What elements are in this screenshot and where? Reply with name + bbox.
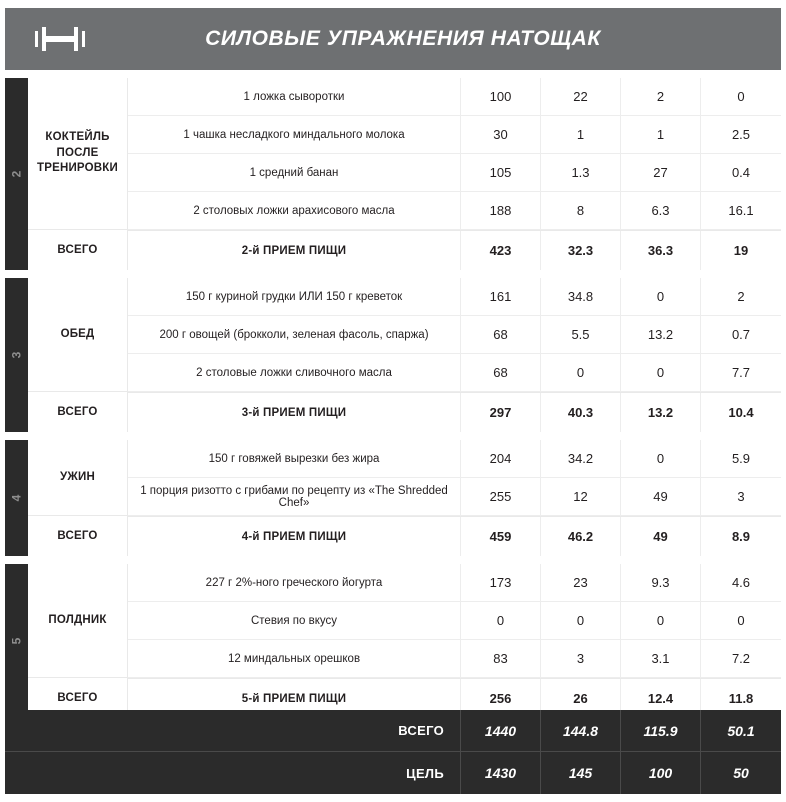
protein-cell: 22 [541, 78, 621, 115]
totals-footer [5, 710, 781, 794]
dumbbell-icon [5, 8, 115, 70]
meal-block-index-label: 4 [9, 494, 24, 502]
meal-name-column [28, 278, 128, 432]
calories-cell: 204 [461, 440, 541, 477]
protein-cell: 5.5 [541, 316, 621, 353]
meal-blocks [5, 78, 781, 726]
meal-rows [128, 564, 781, 718]
page-title: СИЛОВЫЕ УПРАЖНЕНИЯ НАТОЩАК [205, 27, 601, 50]
food-description: 2 столовых ложки арахисового масла [128, 192, 461, 229]
total-fat-cell: 11.8 [728, 691, 754, 706]
footer-fat-cell: 50.1 [727, 722, 755, 739]
carbs-cell: 3.1 [621, 640, 701, 677]
meal-total-row [128, 392, 781, 432]
total-calories-cell: 459 [461, 517, 541, 556]
calories-cell: 68 [461, 354, 541, 391]
carbs-cell: 49 [621, 478, 701, 515]
footer-carbs-cell: 115.9 [621, 710, 701, 751]
carbs-cell: 2 [621, 78, 701, 115]
table-row [128, 78, 781, 116]
fat-cell: 7.2 [731, 651, 751, 666]
total-fat-cell: 8.9 [731, 529, 751, 544]
fat-cell: 7.7 [731, 365, 751, 380]
food-description: 2 столовые ложки сливочного масла [128, 354, 461, 391]
meal-total-label: ВСЕГО [28, 515, 127, 556]
calories-cell: 68 [461, 316, 541, 353]
fat-cell: 5.9 [731, 451, 751, 466]
carbs-cell: 6.3 [621, 192, 701, 229]
footer-row-label: ЦЕЛЬ [5, 752, 461, 794]
fat-cell: 0.7 [731, 327, 751, 342]
total-fat-cell: 19 [733, 243, 749, 258]
meal-name-column [28, 564, 128, 718]
carbs-cell: 0 [621, 602, 701, 639]
total-protein-cell: 26 [541, 679, 621, 718]
total-protein-cell: 40.3 [541, 393, 621, 432]
protein-cell: 34.8 [541, 278, 621, 315]
meal-block-body [28, 440, 781, 556]
carbs-cell: 13.2 [621, 316, 701, 353]
table-row [128, 564, 781, 602]
meal-block [5, 564, 781, 718]
calories-cell: 83 [461, 640, 541, 677]
meal-name-label: УЖИН [60, 470, 95, 483]
meal-name-label: ОБЕД [60, 327, 95, 340]
total-carbs-cell: 13.2 [621, 393, 701, 432]
protein-cell: 23 [541, 564, 621, 601]
food-description: 12 миндальных орешков [128, 640, 461, 677]
table-row [128, 116, 781, 154]
food-description: 1 чашка несладкого миндального молока [128, 116, 461, 153]
meal-total-label: ВСЕГО [28, 229, 127, 270]
food-description: 1 средний банан [128, 154, 461, 191]
meal-total-description: 2-й ПРИЕМ ПИЩИ [128, 231, 461, 270]
carbs-cell: 27 [621, 154, 701, 191]
meal-block-body [28, 78, 781, 270]
total-carbs-cell: 36.3 [621, 231, 701, 270]
carbs-cell: 0 [621, 354, 701, 391]
meal-total-row [128, 230, 781, 270]
food-description: 1 порция ризотто с грибами по рецепту из «The Shredded Chef» [128, 478, 461, 515]
meal-block-index [5, 278, 28, 432]
calories-cell: 161 [461, 278, 541, 315]
footer-row-label: ВСЕГО [5, 710, 461, 751]
food-description: 1 ложка сыворотки [128, 78, 461, 115]
fat-cell: 0 [737, 613, 745, 628]
meal-block [5, 278, 781, 432]
fat-cell: 16.1 [728, 203, 754, 218]
table-row [128, 316, 781, 354]
protein-cell: 0 [541, 602, 621, 639]
calories-cell: 255 [461, 478, 541, 515]
protein-cell: 34.2 [541, 440, 621, 477]
footer-protein-cell: 145 [541, 752, 621, 794]
meal-total-row [128, 516, 781, 556]
carbs-cell: 9.3 [621, 564, 701, 601]
table-row [128, 154, 781, 192]
total-carbs-cell: 49 [621, 517, 701, 556]
meal-rows [128, 278, 781, 432]
table-row [128, 278, 781, 316]
footer-fat-cell: 50 [733, 765, 749, 781]
footer-row [5, 710, 781, 752]
meal-name-label: ПОЛДНИК [48, 613, 107, 626]
meal-block-index-label: 2 [9, 170, 24, 178]
total-calories-cell: 423 [461, 231, 541, 270]
food-description: 200 г овощей (брокколи, зеленая фасоль, спаржа) [128, 316, 461, 353]
fat-cell: 2 [737, 289, 745, 304]
total-fat-cell: 10.4 [728, 405, 754, 420]
calories-cell: 188 [461, 192, 541, 229]
total-calories-cell: 297 [461, 393, 541, 432]
food-description: 150 г говяжей вырезки без жира [128, 440, 461, 477]
calories-cell: 0 [461, 602, 541, 639]
protein-cell: 0 [541, 354, 621, 391]
total-calories-cell: 256 [461, 679, 541, 718]
table-row [128, 602, 781, 640]
food-description: Стевия по вкусу [128, 602, 461, 639]
plan-header [5, 8, 781, 70]
calories-cell: 173 [461, 564, 541, 601]
meal-total-description: 5-й ПРИЕМ ПИЩИ [128, 679, 461, 718]
table-row [128, 354, 781, 392]
meal-name-label: КОКТЕЙЛЬ ПОСЛЕ ТРЕНИРОВКИ [37, 131, 118, 175]
protein-cell: 12 [541, 478, 621, 515]
food-description: 227 г 2%-ного греческого йогурта [128, 564, 461, 601]
table-row [128, 192, 781, 230]
protein-cell: 8 [541, 192, 621, 229]
fat-cell: 2.5 [731, 127, 751, 142]
meal-total-label: ВСЕГО [28, 677, 127, 718]
meal-rows [128, 78, 781, 270]
meal-block [5, 440, 781, 556]
footer-protein-cell: 144.8 [541, 710, 621, 751]
footer-calories-cell: 1430 [461, 752, 541, 794]
calories-cell: 105 [461, 154, 541, 191]
meal-name-column [28, 440, 128, 556]
meal-block-index-label: 5 [9, 637, 24, 645]
meal-name-column [28, 78, 128, 270]
protein-cell: 1 [541, 116, 621, 153]
meal-block [5, 78, 781, 270]
footer-row [5, 752, 781, 794]
meal-total-label: ВСЕГО [28, 391, 127, 432]
table-row [128, 640, 781, 678]
protein-cell: 1.3 [541, 154, 621, 191]
meal-block-index-label: 3 [9, 351, 24, 359]
calories-cell: 100 [461, 78, 541, 115]
fat-cell: 3 [737, 489, 745, 504]
fat-cell: 0 [737, 89, 745, 104]
fat-cell: 0.4 [731, 165, 751, 180]
meal-total-description: 3-й ПРИЕМ ПИЩИ [128, 393, 461, 432]
meal-block-body [28, 564, 781, 718]
carbs-cell: 1 [621, 116, 701, 153]
carbs-cell: 0 [621, 440, 701, 477]
meal-block-index [5, 78, 28, 270]
meal-block-index [5, 564, 28, 718]
meal-block-body [28, 278, 781, 432]
food-description: 150 г куриной грудки ИЛИ 150 г креветок [128, 278, 461, 315]
calories-cell: 30 [461, 116, 541, 153]
table-row [128, 440, 781, 478]
footer-carbs-cell: 100 [621, 752, 701, 794]
total-carbs-cell: 12.4 [621, 679, 701, 718]
total-protein-cell: 32.3 [541, 231, 621, 270]
carbs-cell: 0 [621, 278, 701, 315]
total-protein-cell: 46.2 [541, 517, 621, 556]
table-row [128, 478, 781, 516]
fat-cell: 4.6 [731, 575, 751, 590]
footer-calories-cell: 1440 [461, 710, 541, 751]
meal-block-index [5, 440, 28, 556]
meal-rows [128, 440, 781, 556]
meal-total-description: 4-й ПРИЕМ ПИЩИ [128, 517, 461, 556]
protein-cell: 3 [541, 640, 621, 677]
